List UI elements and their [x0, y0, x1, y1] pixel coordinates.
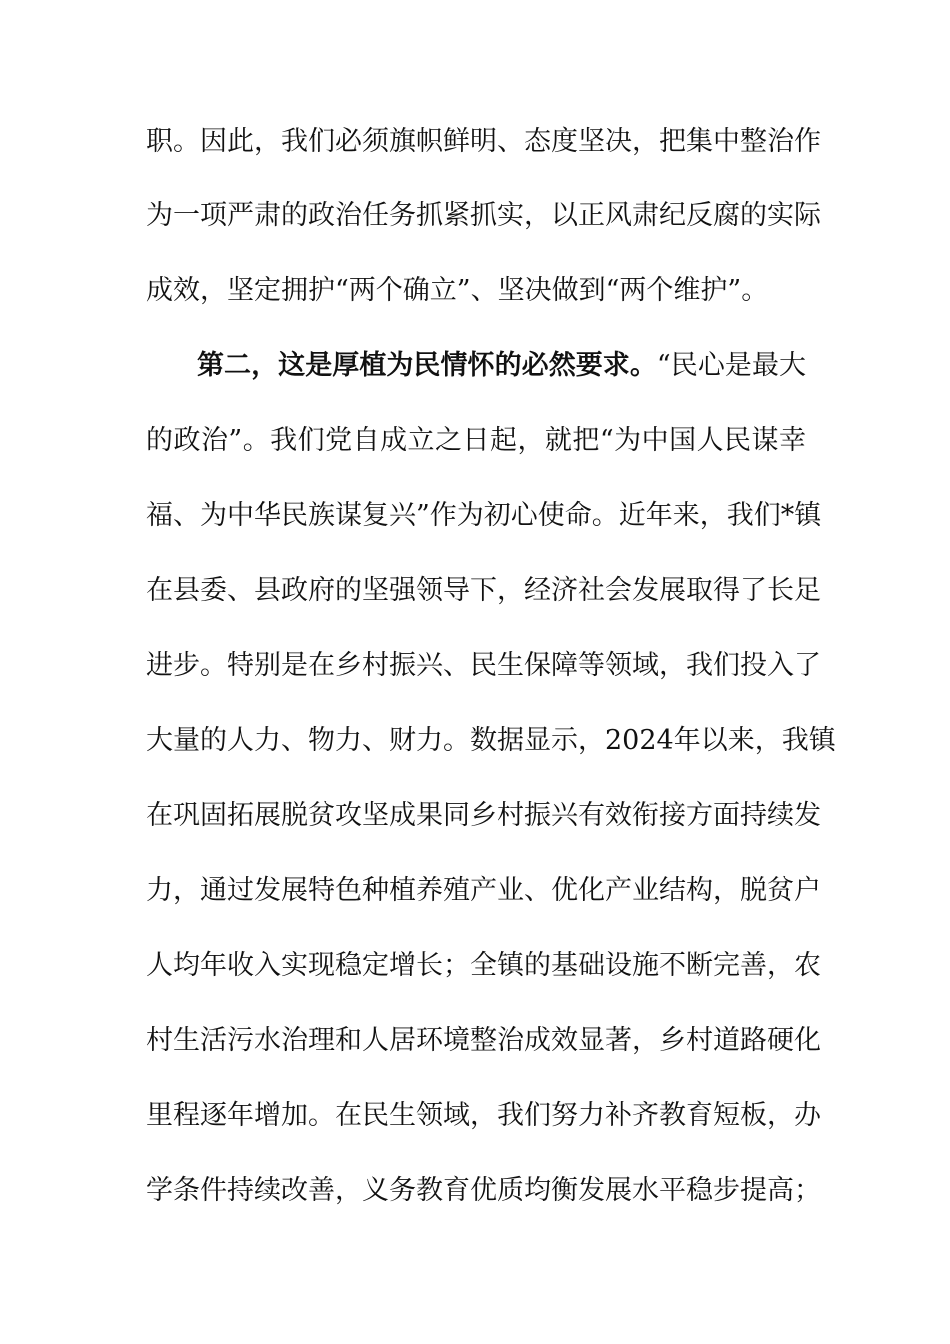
paragraph-line: 进步。特别是在乡村振兴、民生保障等领域，我们投入了	[146, 650, 821, 681]
paragraph-line	[197, 346, 806, 386]
paragraph-line: 在县委、县政府的坚强领导下，经济社会发展取得了长足	[146, 575, 821, 606]
paragraph-line: 成效，坚定拥护“两个确立”、坚决做到“两个维护”。	[146, 275, 769, 306]
paragraph-line: 人均年收入实现稳定增长；全镇的基础设施不断完善，农	[146, 950, 821, 981]
section-heading: 第二，这是厚植为民情怀的必然要求。	[197, 350, 657, 381]
paragraph-line: 在巩固拓展脱贫攻坚成果同乡村振兴有效衔接方面持续发	[146, 800, 821, 831]
paragraph-line: 村生活污水治理和人居环境整治成效显著，乡村道路硬化	[146, 1025, 821, 1056]
paragraph-line: 大量的人力、物力、财力。数据显示，2024年以来，我镇	[146, 725, 836, 756]
paragraph-line: 职。因此，我们必须旗帜鲜明、态度坚决，把集中整治作	[146, 126, 821, 157]
paragraph-text: “民心是最大	[656, 350, 806, 381]
paragraph-line: 学条件持续改善，义务教育优质均衡发展水平稳步提高；	[146, 1175, 821, 1206]
paragraph-line: 力，通过发展特色种植养殖产业、优化产业结构，脱贫户	[146, 875, 821, 906]
paragraph-line: 为一项严肃的政治任务抓紧抓实，以正风肃纪反腐的实际	[146, 200, 821, 231]
paragraph-line: 福、为中华民族谋复兴”作为初心使命。近年来，我们*镇	[146, 500, 822, 531]
paragraph-line: 的政治”。我们党自成立之日起，就把“为中国人民谋幸	[146, 425, 806, 456]
paragraph-line: 里程逐年增加。在民生领域，我们努力补齐教育短板，办	[146, 1100, 821, 1131]
